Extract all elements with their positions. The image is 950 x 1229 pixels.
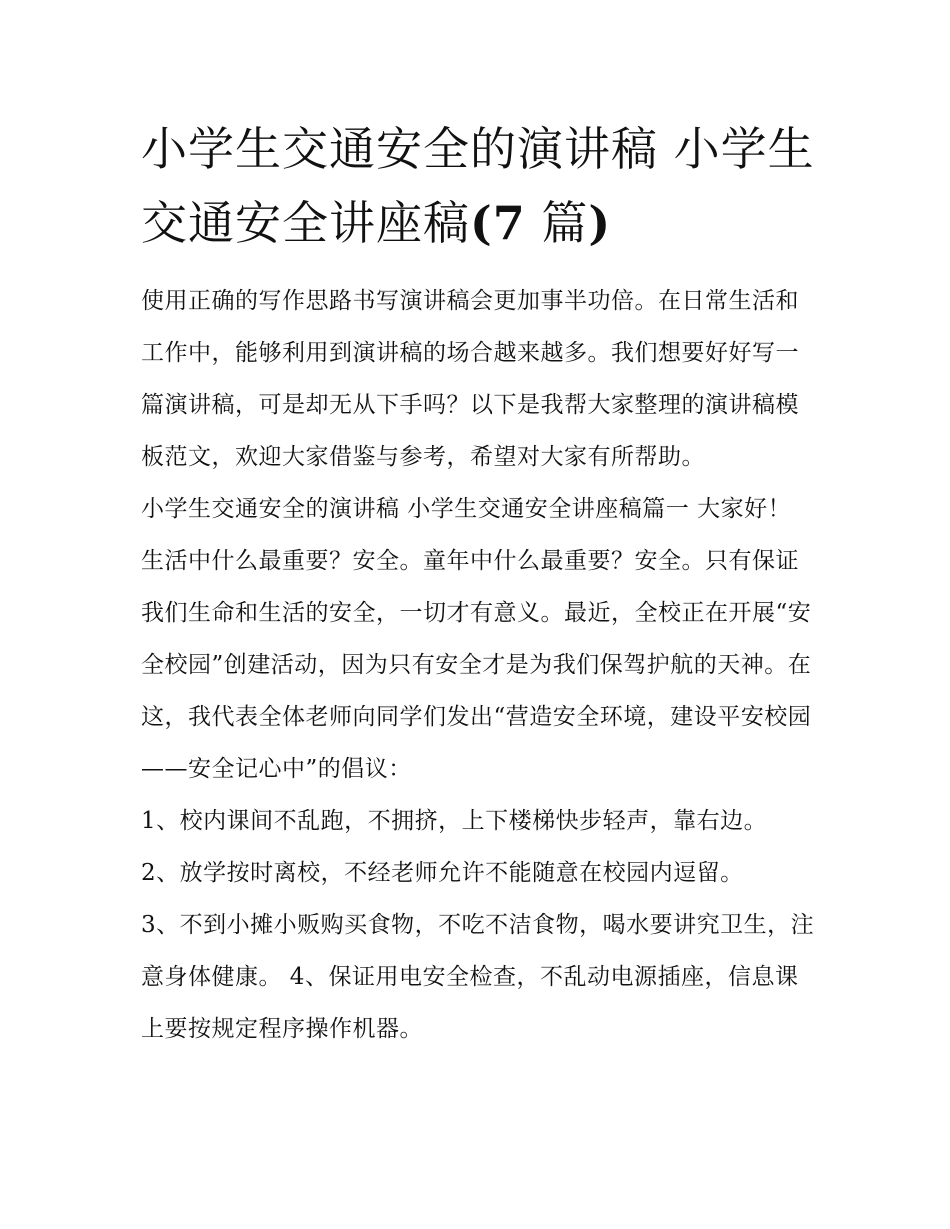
document-title bbox=[141, 112, 816, 260]
title-close: ) bbox=[588, 196, 612, 250]
document-body bbox=[141, 275, 816, 1055]
list-item-2: 2、放学按时离校，不经老师允许不能随意在校园内逗留。 bbox=[141, 860, 744, 886]
list-item-1: 1、校内课间不乱跑，不拥挤，上下楼梯快步轻声，靠右边。 bbox=[141, 808, 768, 834]
title-text: 小学生交通安全的演讲稿 小学生交通安全讲座稿 bbox=[141, 122, 815, 250]
title-unit: 篇 bbox=[525, 196, 589, 250]
title-count: (7 bbox=[470, 196, 526, 250]
body-paragraph: 生活中什么最重要？安全。童年中什么最重要？安全。只有保证我们生命和生活的安全，一切才有意义。最近，全校正在开展“安全校园”创建活动，因为只有安全才是为我们保驾护航的天神。在这，我代表全体老师向同学们发出“营造安全环境，建设平安校园——安全记心中”的倡议： bbox=[141, 548, 812, 782]
intro-paragraph: 使用正确的写作思路书写演讲稿会更加事半功倍。在日常生活和工作中，能够利用到演讲稿的场合越来越多。我们想要好好写一篇演讲稿，可是却无从下手吗？以下是我帮大家整理的演讲稿模板范文，欢迎大家借鉴与参考，希望对大家有所帮助。 bbox=[141, 288, 799, 470]
section-heading-paragraph: 小学生交通安全的演讲稿 小学生交通安全讲座稿篇一 大家好！ bbox=[141, 496, 792, 522]
list-item-3-4: 3、不到小摊小贩购买食物，不吃不洁食物，喝水要讲究卫生，注意身体健康。 4、保证用电安全检查，不乱动电源插座，信息课上要按规定程序操作机器。 bbox=[141, 912, 815, 1042]
document-content bbox=[141, 112, 816, 1055]
